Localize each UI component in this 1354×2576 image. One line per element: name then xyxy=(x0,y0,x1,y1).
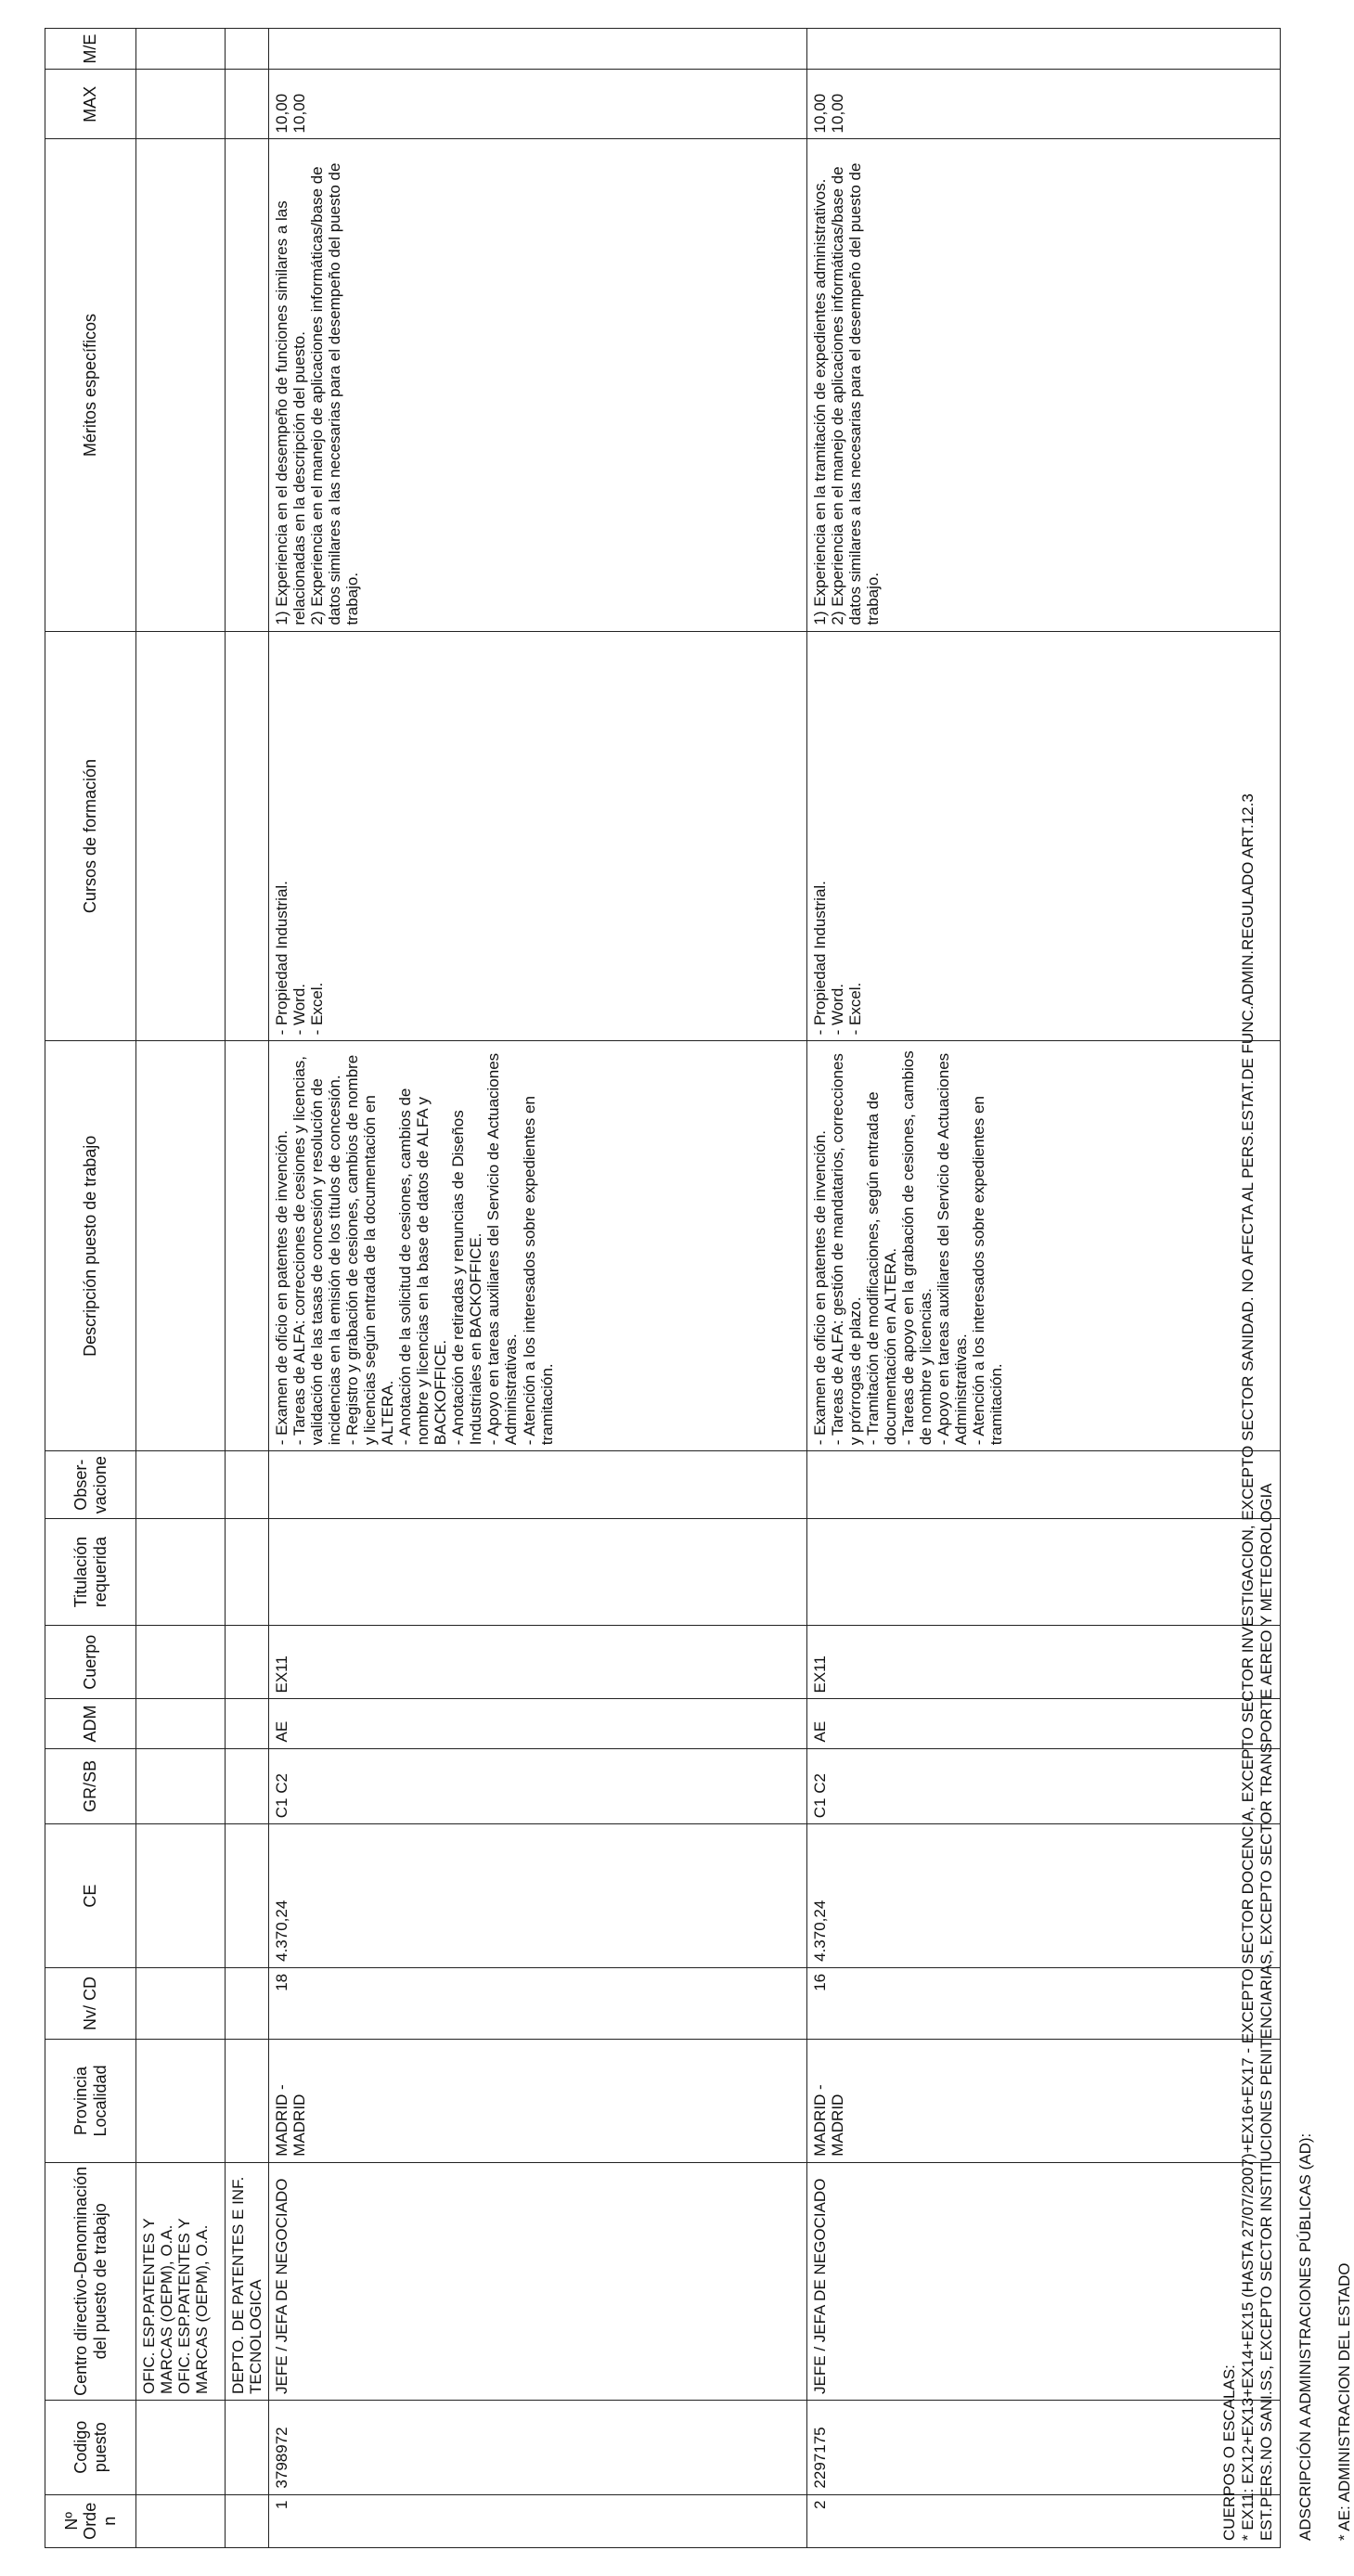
header-ce: CE xyxy=(45,1824,136,1968)
empty-cell xyxy=(136,1519,226,1626)
empty-cell xyxy=(226,2040,269,2163)
organization-line: OFIC. ESP.PATENTES Y MARCAS (OEPM), O.A. xyxy=(175,2218,212,2394)
position-adm: AE xyxy=(807,1699,1281,1748)
spacer xyxy=(1276,128,1296,2541)
position-nivel: 18 xyxy=(269,1967,807,2039)
position-grsb: C1 C2 xyxy=(269,1748,807,1824)
header-cuerpo: Cuerpo xyxy=(45,1625,136,1699)
position-ce: 4.370,24 xyxy=(269,1824,807,1968)
position-meritos xyxy=(269,139,807,631)
empty-cell xyxy=(226,29,269,70)
header-descripcion: Descripción puesto de trabajo xyxy=(45,1041,136,1451)
header-observaciones: Obser-vacione xyxy=(45,1451,136,1519)
empty-cell xyxy=(136,1699,226,1748)
cuerpos-line: EST.PERS.NO SANI.SS, EXCEPTO SECTOR INSTITUCIONES PENITENCIARIAS, EXCEPTO SECTOR TRANSPORTE AEREO Y METEOROLOGIA xyxy=(1257,1483,1276,2541)
position-cursos xyxy=(269,631,807,1041)
empty-cell xyxy=(136,2040,226,2163)
organization-row xyxy=(136,29,226,2548)
curso-item: - Propiedad Industrial. xyxy=(273,881,291,1036)
position-descripcion: - Examen de oficio en patentes de invención. - Tareas de ALFA: gestión de mandatarios, correcciones y prórrogas de plazo. - Tramitación de modificaciones, según entrada de documentación en ALTERA. - Tareas de apoyo en la grabación de cesiones, cambios de nombre y licencias. - Apoyo en tareas auxiliares del Servicio de Actuaciones Administrativas. - Atención a los interesados sobre expedientes en tramitación. xyxy=(807,1041,1281,1451)
merito-item: 2) Experiencia en el manejo de aplicaciones informáticas/base de datos similares a las necesarias para el desempeño del puesto de trabajo. xyxy=(308,162,362,625)
header-nivel: Nv/ CD xyxy=(45,1967,136,2039)
header-adm: ADM xyxy=(45,1699,136,1748)
header-max: MAX xyxy=(45,70,136,139)
max-value: 10,00 xyxy=(290,93,309,134)
position-max xyxy=(269,70,807,139)
empty-cell xyxy=(136,1824,226,1968)
position-titulacion xyxy=(807,1519,1281,1626)
empty-cell xyxy=(226,1748,269,1824)
empty-cell xyxy=(226,1451,269,1519)
position-cuerpo: EX11 xyxy=(807,1625,1281,1699)
position-ce: 4.370,24 xyxy=(807,1824,1281,1968)
empty-cell xyxy=(136,631,226,1041)
header-row xyxy=(45,29,136,2548)
position-orden: 2 xyxy=(807,2494,1281,2547)
empty-cell xyxy=(226,2400,269,2494)
merito-item: 2) Experiencia en el manejo de aplicaciones informáticas/base de datos similares a las necesarias para el desempeño del puesto de trabajo. xyxy=(829,162,883,625)
empty-cell xyxy=(226,1041,269,1451)
adscripcion-title: ADSCRIPCIÓN A ADMINISTRACIONES PÚBLICAS (AD): xyxy=(1296,2132,1315,2541)
header-meritos: Méritos específicos xyxy=(45,139,136,631)
empty-cell xyxy=(136,1451,226,1519)
empty-cell xyxy=(226,70,269,139)
position-me xyxy=(269,29,807,70)
position-row xyxy=(807,29,1281,2548)
adscripcion-line: * AE: ADMINISTRACION DEL ESTADO xyxy=(1335,2262,1354,2541)
position-codigo: 2297175 xyxy=(807,2400,1281,2494)
header-cursos: Cursos de formación xyxy=(45,631,136,1041)
organization-name xyxy=(136,2162,226,2400)
position-row xyxy=(269,29,807,2548)
curso-item: - Word. xyxy=(290,984,309,1036)
header-titulacion: Titulación requerida xyxy=(45,1519,136,1626)
positions-table xyxy=(45,28,1281,2548)
organization-line: OFIC. ESP.PATENTES Y MARCAS (OEPM), O.A. xyxy=(140,2218,176,2394)
empty-cell xyxy=(136,2400,226,2494)
cuerpos-title: CUERPOS O ESCALAS: xyxy=(1220,2364,1238,2541)
empty-cell xyxy=(226,139,269,631)
position-provincia: MADRID - MADRID xyxy=(807,2040,1281,2163)
position-adm: AE xyxy=(269,1699,807,1748)
position-denominacion: JEFE / JEFA DE NEGOCIADO xyxy=(269,2162,807,2400)
empty-cell xyxy=(226,631,269,1041)
empty-cell xyxy=(136,2494,226,2547)
empty-cell xyxy=(226,1699,269,1748)
position-provincia: MADRID - MADRID xyxy=(269,2040,807,2163)
position-meritos xyxy=(807,139,1281,631)
header-codigo: Codigo puesto xyxy=(45,2400,136,2494)
position-descripcion: - Examen de oficio en patentes de invención. - Tareas de ALFA: correcciones de cesiones y licencias, validación de las tasas de concesión y resolución de incidencias en la emisión de los títulos de concesión. - Registro y grabación de cesiones, cambios de nombre y licencias según entrada de la documentación en ALTERA. - Anotación de la solicitud de cesiones, cambios de nombre y licencias en la base de datos de ALFA y BACKOFFICE. - Anotación de retiradas y renuncias de Diseños Industriales en BACKOFFICE. - Apoyo en tareas auxiliares del Servicio de Actuaciones Administrativas. - Atención a los interesados sobre expedientes en tramitación. xyxy=(269,1041,807,1451)
empty-cell xyxy=(226,1625,269,1699)
empty-cell xyxy=(136,139,226,631)
header-grsb: GR/SB xyxy=(45,1748,136,1824)
empty-cell xyxy=(136,70,226,139)
department-row xyxy=(226,29,269,2548)
empty-cell xyxy=(136,29,226,70)
empty-cell xyxy=(226,2494,269,2547)
position-grsb: C1 C2 xyxy=(807,1748,1281,1824)
empty-cell xyxy=(136,1625,226,1699)
empty-cell xyxy=(136,1041,226,1451)
department-name: DEPTO. DE PATENTES E INF. TECNOLOGICA xyxy=(226,2162,269,2400)
footnotes xyxy=(1220,128,1354,2541)
position-denominacion: JEFE / JEFA DE NEGOCIADO xyxy=(807,2162,1281,2400)
position-titulacion xyxy=(269,1519,807,1626)
curso-item: - Propiedad Industrial. xyxy=(811,881,830,1036)
position-cuerpo: EX11 xyxy=(269,1625,807,1699)
position-cursos xyxy=(807,631,1281,1041)
position-observaciones xyxy=(807,1451,1281,1519)
cuerpos-line: * EX11: EX12+EX13+EX14+EX15 (HASTA 27/07/2007)+EX16+EX17 - EXCEPTO SECTOR DOCENCIA, EXCEPTO SECTOR INVESTIGACION, EXCEPTO SECTOR SANIDAD. NO AFECTA AL PERS.ESTAT.DE FUNC.ADMIN.REGULADO ART.12.3 xyxy=(1239,793,1257,2541)
empty-cell xyxy=(226,1519,269,1626)
position-orden: 1 xyxy=(269,2494,807,2547)
curso-item: - Excel. xyxy=(308,982,327,1036)
position-codigo: 3798972 xyxy=(269,2400,807,2494)
empty-cell xyxy=(136,1967,226,2039)
merito-item: 1) Experiencia en el desempeño de funciones similares a las relacionadas en la descripción del puesto. xyxy=(273,200,309,625)
header-provincia: Provincia Localidad xyxy=(45,2040,136,2163)
merito-item: 1) Experiencia en la tramitación de expedientes administrativos. xyxy=(811,178,830,625)
max-value: 10,00 xyxy=(273,93,291,134)
spacer xyxy=(1315,128,1335,2541)
curso-item: - Excel. xyxy=(846,982,865,1036)
max-value: 10,00 xyxy=(811,93,830,134)
position-me xyxy=(807,29,1281,70)
curso-item: - Word. xyxy=(829,984,847,1036)
empty-cell xyxy=(226,1967,269,2039)
max-value: 10,00 xyxy=(829,93,847,134)
empty-cell xyxy=(136,1748,226,1824)
header-orden: Nº Orden xyxy=(45,2494,136,2547)
position-max xyxy=(807,70,1281,139)
position-nivel: 16 xyxy=(807,1967,1281,2039)
header-centro: Centro directivo-Denominación del puesto de trabajo xyxy=(45,2162,136,2400)
header-me: M/E xyxy=(45,29,136,70)
empty-cell xyxy=(226,1824,269,1968)
position-observaciones xyxy=(269,1451,807,1519)
